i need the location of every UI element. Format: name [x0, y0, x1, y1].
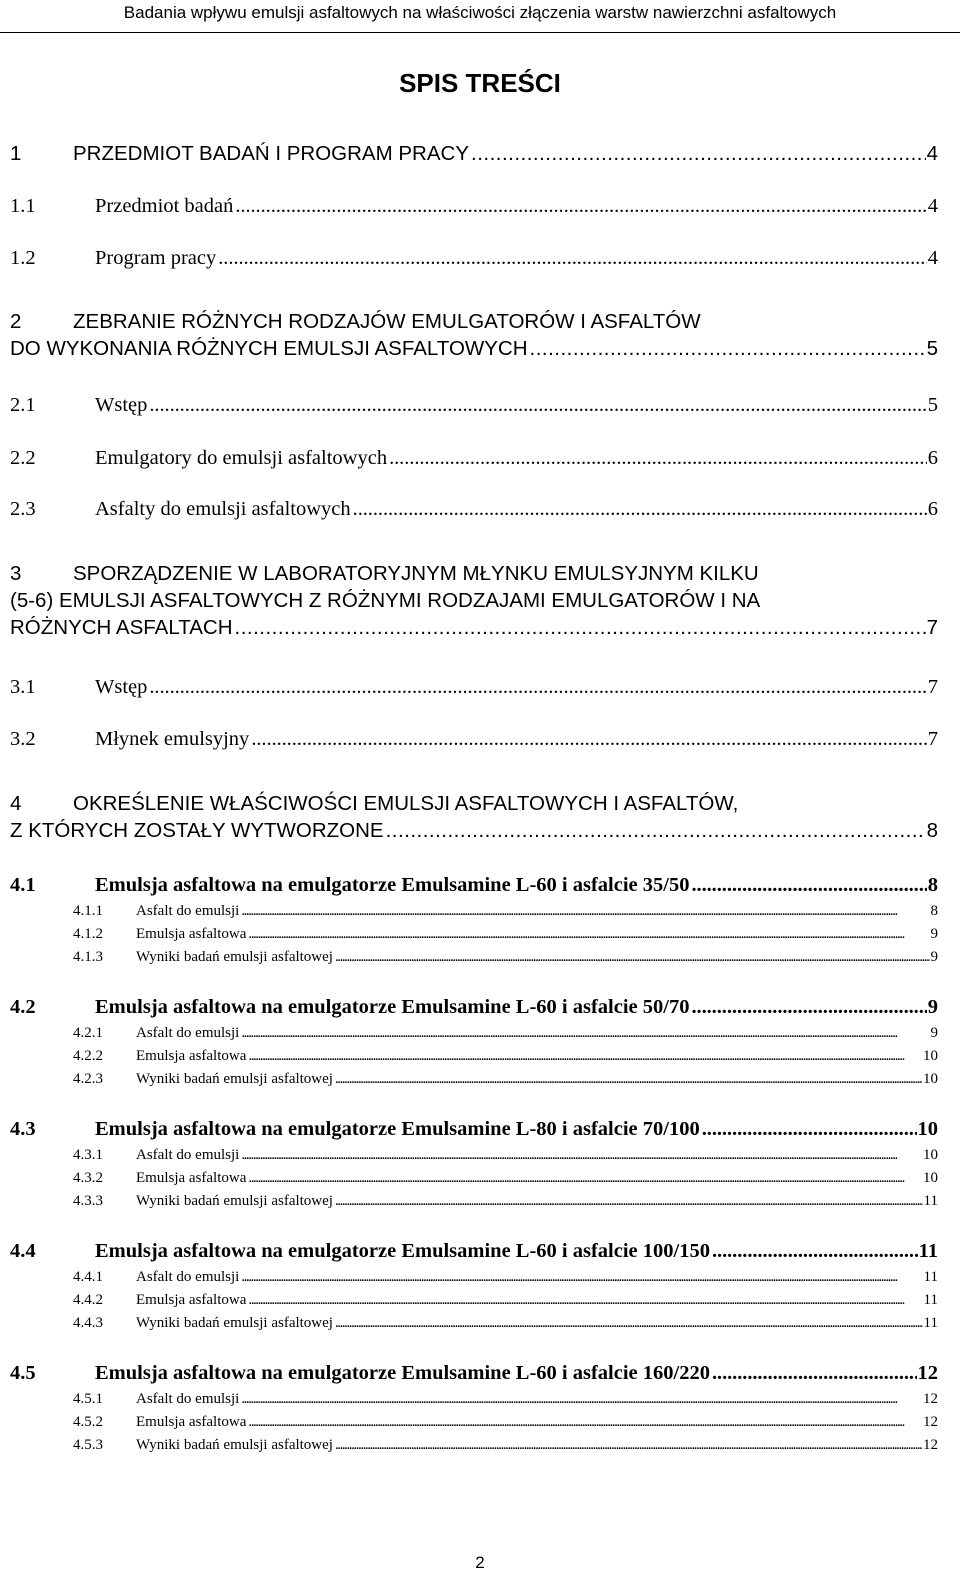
toc-entry-title-line: RÓŻNYCH ASFALTACH [10, 616, 233, 639]
toc-entry-title-line: OKREŚLENIE WŁAŚCIWOŚCI EMULSJI ASFALTOWYCH I ASFALTÓW, [73, 792, 739, 815]
toc-entry-title: Emulsja asfaltowa [136, 1170, 247, 1186]
toc-entry-page: 7 [927, 676, 938, 698]
leader-dots [235, 616, 926, 640]
leader-dots [241, 903, 929, 920]
toc-entry-number: 1.2 [10, 247, 36, 269]
toc-entry-title: Asfalt do emulsji [136, 903, 240, 919]
leader-dots [241, 1147, 922, 1164]
toc-entry-page: 11 [923, 1315, 938, 1331]
toc-entry-title: Emulsja asfaltowa [136, 1414, 247, 1430]
toc-entry-page: 4 [926, 142, 938, 165]
leader-dots [241, 1391, 922, 1408]
leader-dots [149, 394, 926, 417]
toc-entry-page: 9 [930, 926, 938, 942]
toc-entry-number: 3.1 [10, 676, 36, 698]
toc-entry-title: Wyniki badań emulsji asfaltowej [136, 1315, 333, 1331]
toc-entry-title: Emulsja asfaltowa [136, 1048, 247, 1064]
leader-dots [386, 819, 926, 843]
leader-dots [691, 874, 926, 897]
toc-entry-title: Młynek emulsyjny [95, 728, 250, 750]
toc-entry-title-line: SPORZĄDZENIE W LABORATORYJNYM MŁYNKU EMULSYJNYM KILKU [73, 562, 759, 585]
leader-dots [530, 337, 926, 361]
leader-dots [353, 498, 927, 521]
leader-dots [235, 195, 926, 218]
toc-entry-number: 4.2.2 [73, 1048, 103, 1064]
toc-entry-title: Wyniki badań emulsji asfaltowej [136, 1437, 333, 1453]
toc-entry-title: Emulsja asfaltowa na emulgatorze Emulsamine L-60 i asfalcie 100/150 [95, 1240, 710, 1262]
toc-entry-page: 12 [923, 1391, 938, 1407]
toc-entry-page: 6 [927, 447, 938, 469]
toc-entry-page: 9 [930, 1025, 938, 1041]
toc-entry-title: PRZEDMIOT BADAŃ I PROGRAM PRACY [73, 142, 470, 165]
leader-dots [241, 1025, 929, 1042]
leader-dots [712, 1240, 918, 1263]
toc-entry-number: 2.1 [10, 394, 36, 416]
toc-entry-number: 4.4.3 [73, 1315, 103, 1331]
toc-entry-number: 2.3 [10, 498, 36, 520]
toc-entry-number: 4.3.1 [73, 1147, 103, 1163]
toc-entry-title: Przedmiot badań [95, 195, 234, 217]
toc-entry-title: Wyniki badań emulsji asfaltowej [136, 1071, 333, 1087]
toc-entry-page: 5 [926, 337, 938, 360]
toc-entry-number: 4.2.1 [73, 1025, 103, 1041]
leader-dots [335, 1193, 923, 1210]
leader-dots [248, 1292, 922, 1309]
toc-entry-number: 4.3.2 [73, 1170, 103, 1186]
toc-entry-page: 8 [926, 819, 938, 842]
toc-entry-page: 4 [927, 195, 938, 217]
toc-entry-title: Emulsja asfaltowa [136, 1292, 247, 1308]
toc-entry-page: 10 [923, 1170, 938, 1186]
toc-entry-number: 4.5.2 [73, 1414, 103, 1430]
toc-entry-number: 4.2.3 [73, 1071, 103, 1087]
toc-entry-page: 5 [927, 394, 938, 416]
leader-dots [241, 1269, 922, 1286]
toc-entry-page: 4 [927, 247, 938, 269]
toc-entry-page: 12 [917, 1362, 938, 1384]
toc-entry-title: Asfalt do emulsji [136, 1269, 240, 1285]
toc-entry-page: 11 [923, 1292, 938, 1308]
leader-dots [712, 1362, 917, 1385]
toc-entry-title: Wstęp [95, 676, 148, 698]
toc-entry-page: 10 [923, 1071, 938, 1087]
leader-dots [691, 996, 926, 1019]
leader-dots [251, 728, 926, 751]
toc-entry-title: Wyniki badań emulsji asfaltowej [136, 1193, 333, 1209]
leader-dots [471, 142, 926, 166]
leader-dots [149, 676, 926, 699]
page-number: 2 [475, 1553, 485, 1572]
toc-entry-number: 1.1 [10, 195, 36, 217]
leader-dots [248, 1414, 922, 1431]
toc-entry-number: 2 [10, 310, 22, 333]
toc-entry-page: 7 [926, 616, 938, 639]
toc-entry-page: 10 [923, 1147, 938, 1163]
toc-entry-number: 4.1.1 [73, 903, 103, 919]
toc-entry-page: 6 [927, 498, 938, 520]
toc-entry-number: 4.4 [10, 1240, 36, 1262]
toc-entry-number: 4.1.3 [73, 949, 103, 965]
toc-entry-page: 10 [917, 1118, 938, 1140]
toc-entry-number: 4.1.2 [73, 926, 103, 942]
leader-dots [389, 447, 927, 470]
toc-entry-number: 1 [10, 142, 22, 165]
toc-entry-page: 12 [923, 1437, 938, 1453]
toc-entry-number: 4.3.3 [73, 1193, 103, 1209]
toc-entry-title: Emulsja asfaltowa na emulgatorze Emulsamine L-60 i asfalcie 50/70 [95, 996, 690, 1018]
toc-entry-number: 4.4.2 [73, 1292, 103, 1308]
toc-entry-title: Emulsja asfaltowa na emulgatorze Emulsamine L-60 i asfalcie 35/50 [95, 874, 690, 896]
toc-entry-page: 11 [923, 1193, 938, 1209]
page-title: SPIS TREŚCI [399, 68, 561, 98]
toc-entry-number: 4.2 [10, 996, 36, 1018]
toc-entry-number: 4.3 [10, 1118, 36, 1140]
toc-entry-title-line: ZEBRANIE RÓŻNYCH RODZAJÓW EMULGATORÓW I ASFALTÓW [73, 310, 701, 333]
leader-dots [218, 247, 927, 270]
toc-entry-title: Emulsja asfaltowa [136, 926, 247, 942]
leader-dots [335, 1315, 923, 1332]
toc-entry-title: Emulsja asfaltowa na emulgatorze Emulsamine L-60 i asfalcie 160/220 [95, 1362, 710, 1384]
leader-dots [702, 1118, 917, 1141]
leader-dots [335, 949, 930, 966]
toc-entry-page: 8 [930, 903, 938, 919]
toc-entry-page: 9 [930, 949, 938, 965]
toc-entry-title: Asfalty do emulsji asfaltowych [95, 498, 351, 520]
leader-dots [248, 1170, 922, 1187]
toc-entry-title: Program pracy [95, 247, 217, 269]
running-header: Badania wpływu emulsji asfaltowych na właściwości złączenia warstw nawierzchni asfaltowych [0, 0, 960, 33]
toc-entry-number: 4.5.3 [73, 1437, 103, 1453]
leader-dots [335, 1071, 922, 1088]
toc-entry-number: 4.1 [10, 874, 36, 896]
leader-dots [248, 926, 929, 943]
toc-entry-page: 8 [927, 874, 938, 896]
toc-entry-number: 4.5.1 [73, 1391, 103, 1407]
toc-entry-page: 7 [927, 728, 938, 750]
toc-entry-title: Emulsja asfaltowa na emulgatorze Emulsamine L-80 i asfalcie 70/100 [95, 1118, 700, 1140]
toc-entry-page: 11 [918, 1240, 938, 1262]
toc-entry-number: 2.2 [10, 447, 36, 469]
toc-entry-page: 10 [923, 1048, 938, 1064]
toc-entry-title-line: DO WYKONANIA RÓŻNYCH EMULSJI ASFALTOWYCH [10, 337, 528, 360]
toc-entry-title-line: (5-6) EMULSJI ASFALTOWYCH Z RÓŻNYMI RODZAJAMI EMULGATORÓW I NA [10, 589, 761, 612]
toc-entry-number: 4 [10, 792, 22, 815]
toc-entry-title-line: Z KTÓRYCH ZOSTAŁY WYTWORZONE [10, 819, 384, 842]
toc-entry-title: Asfalt do emulsji [136, 1147, 240, 1163]
toc-entry-number: 3 [10, 562, 22, 585]
toc-entry-title: Asfalt do emulsji [136, 1025, 240, 1041]
toc-entry-number: 4.5 [10, 1362, 36, 1384]
leader-dots [248, 1048, 922, 1065]
toc-entry-title: Wyniki badań emulsji asfaltowej [136, 949, 333, 965]
toc-entry-page: 9 [927, 996, 938, 1018]
toc-entry-page: 11 [923, 1269, 938, 1285]
toc-entry-title: Wstęp [95, 394, 148, 416]
toc-entry-number: 4.4.1 [73, 1269, 103, 1285]
leader-dots [335, 1437, 922, 1454]
toc-entry-page: 12 [923, 1414, 938, 1430]
toc-entry-number: 3.2 [10, 728, 36, 750]
toc-entry-title: Asfalt do emulsji [136, 1391, 240, 1407]
toc-entry-title: Emulgatory do emulsji asfaltowych [95, 447, 388, 469]
